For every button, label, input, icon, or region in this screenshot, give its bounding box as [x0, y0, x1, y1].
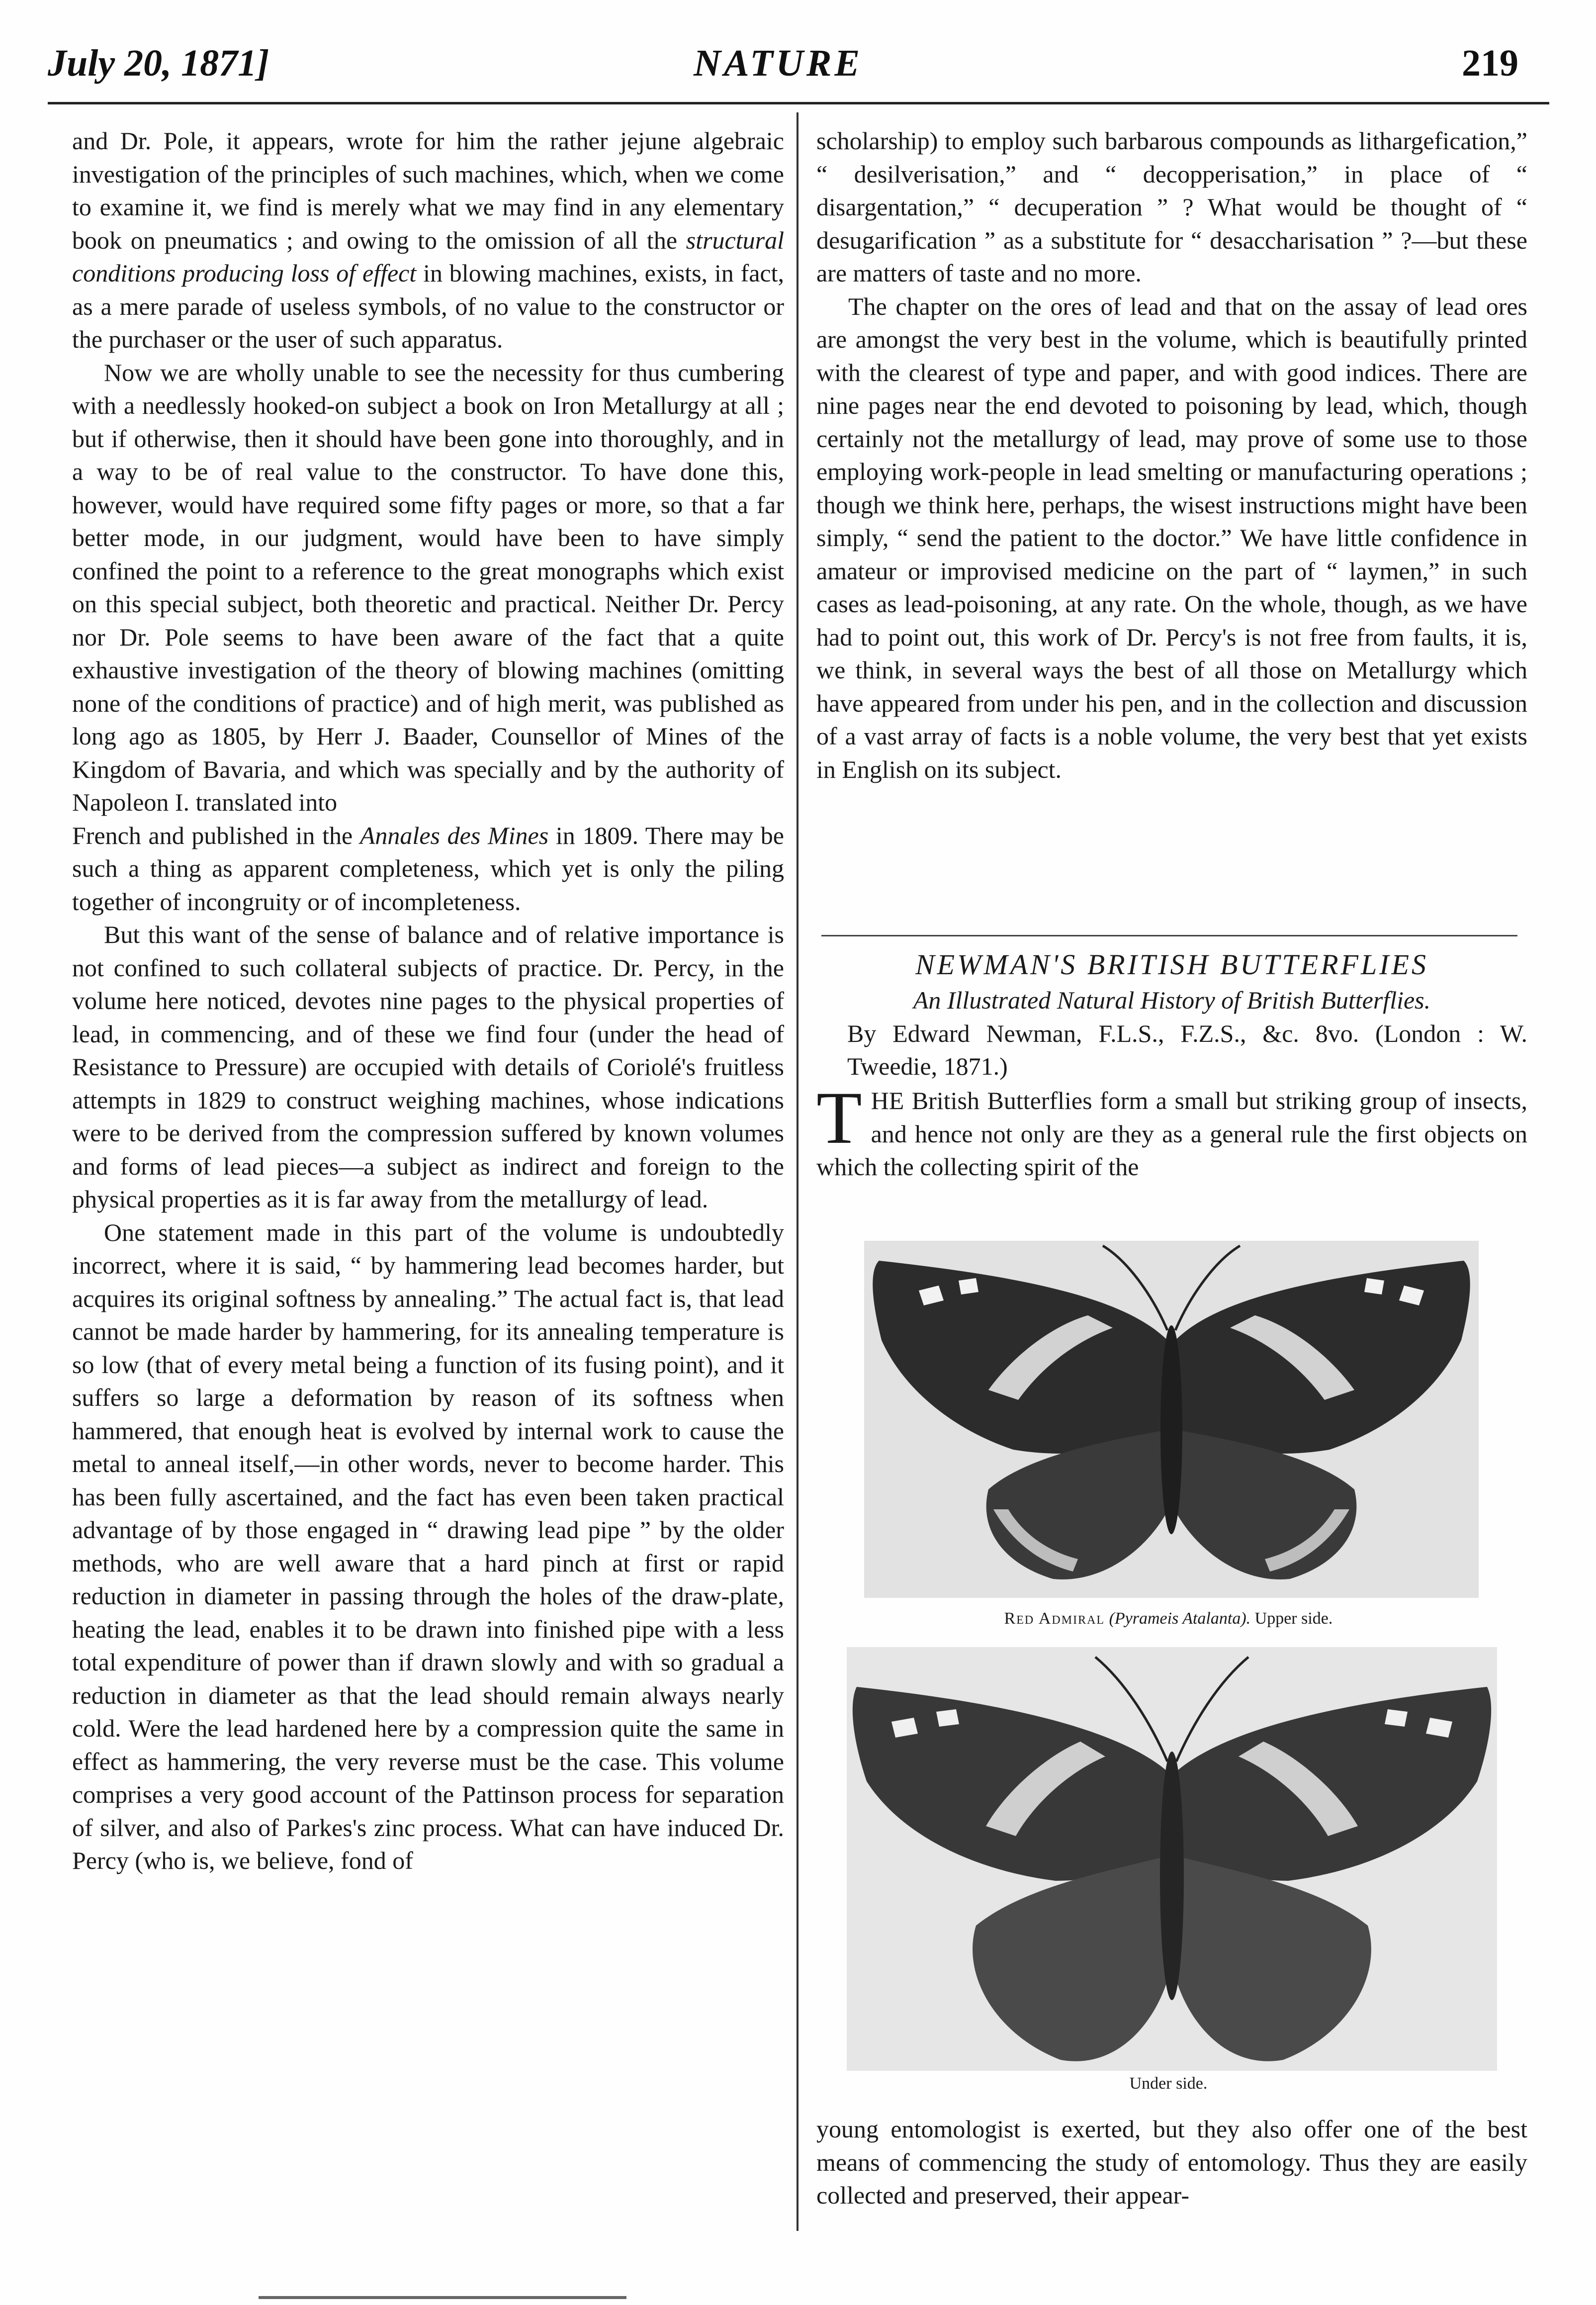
- paragraph: French and published in the Annales des Mines in 1809. There may be such a thing as apparent completeness, which yet is only the piling together of incongruity or of incompleteness.: [72, 821, 784, 916]
- running-header-date: July 20, 1871]: [48, 42, 269, 84]
- right-column-bottom-paragraph: young entomologist is exerted, but they also offer one of the best means of commencing the study of entomology. Thus they are easily collected and preserved, their appear-: [816, 2115, 1527, 2209]
- butterfly-body: [1160, 1752, 1184, 2000]
- italic-phrase: Annales des Mines: [359, 821, 549, 849]
- paragraph: One statement made in this part of the volume is undoubtedly incorrect, where it is said, “ by hammering lead becomes harder, but acquires its original softness by annealing.” The actual fact is, that lead cannot be made harder by hammering, for its annealing temperature is so low (that of every metal being a function of its fusing point), and it suffers so large a deformation by reason of its softness when hammered, that enough heat is evolved by internal work to cause the metal to anneal itself,—in other words, never to become harder. This has been fully ascertained, and the fact has even been taken practical advantage of by those engaged in “ drawing lead pipe ” by the older methods, who are well aware that a hard pinch at first or rapid reduction in diameter in passing through the holes of the draw-plate, heating the lead, enables it to be drawn into finished pipe with a less total expenditure of power than if drawn slowly and with so gradual a reduction in diameter as that the lead should remain always nearly cold. Were the lead hardened here by a compression quite the same in effect as hammering, the very reverse must be the case. This volume comprises a very good account of the Pattinson process for separation of silver, and also of Parkes's zinc process. What can have induced Dr. Percy (who is, we believe, fond of: [72, 1218, 784, 1874]
- butterfly-under-side-figure: [847, 1647, 1497, 2071]
- book-citation: [816, 984, 1527, 1083]
- running-header-journal-title: NATURE: [694, 42, 863, 84]
- footer-rule: [259, 2296, 626, 2299]
- left-column: [72, 124, 784, 1877]
- paragraph: The chapter on the ores of lead and that on the assay of lead ores are amongst the very best in the volume, which is beautifully printed with the clearest of type and paper, and with good indices. There are nine pages near the end devoted to poisoning by lead, which, though certainly not the metallurgy of lead, may prove of some use to those employing work-people in lead smelting or manufacturing operations ; though we think here, perhaps, the wisest instructions might have been simply, “ send the patient to the doctor.” We have little confidence in amateur or improvised medicine on the part of “ laymen,” in such cases as lead-poisoning, at any rate. On the whole, though, as we have had to point out, this work of Dr. Percy's is not free from faults, it is, we think, in several ways the best of all those on Metallurgy which have appeared from under his pen, and in the collection and discussion of a vast array of facts is a noble volume, the very best that yet exists in English on its subject.: [816, 292, 1527, 783]
- section-heading: NEWMAN'S BRITISH BUTTERFLIES: [915, 948, 1428, 981]
- butterfly-body: [1160, 1325, 1182, 1534]
- drop-cap: T: [816, 1077, 862, 1159]
- book-details: By Edward Newman, F.L.S., F.Z.S., &c. 8vo. (London : W. Tweedie, 1871.): [847, 1019, 1527, 1080]
- italic-phrase: structural conditions producing loss of effect: [72, 226, 784, 287]
- column-divider: [797, 112, 798, 2231]
- section-intro-paragraph: THE British Butterflies form a small but striking group of insects, and hence not only are they as a general rule the first objects on which the collecting spirit of the: [816, 1077, 1527, 1181]
- figure-caption-under: Under side.: [1129, 2074, 1208, 2093]
- paragraph: and Dr. Pole, it appears, wrote for him the rather jejune algebraic investigation of the principles of such machines, which, when we come to examine it, we find is merely what we may find in any elementary book on pneumatics ; and owing to the omission of all the structural conditions producing loss of effect in blowing machines, exists, in fact, as a mere parade of useless symbols, of no value to the constructor or the purchaser or the user of such apparatus.: [72, 127, 785, 353]
- butterfly-upper-side-figure: [864, 1241, 1479, 1598]
- section-rule: [821, 935, 1517, 936]
- book-subtitle: An Illustrated Natural History of British Butterflies.: [913, 986, 1431, 1014]
- paragraph: Now we are wholly unable to see the necessity for thus cumbering with a needlessly hooked-on subject a book on Iron Metallurgy at all ; but if otherwise, then it should have been gone into thoroughly, and in a way to be of real value to the constructor. To have done this, however, would have required some fifty pages or more, so that a far better mode, in our judgment, would have been to have simply confined the point to a reference to the great monographs which exist on this special subject, both theoretic and practical. Neither Dr. Percy nor Dr. Pole seems to have been aware of the fact that a quite exhaustive investigation of the theory of blowing machines (omitting none of the conditions of practice) and of high merit, was published as long ago as 1805, by Herr J. Baader, Counsellor of Mines of the Kingdom of Bavaria, and which was specially and by the authority of Napoleon I. translated into: [72, 358, 784, 816]
- running-header-page-number: 219: [1462, 42, 1518, 84]
- paragraph: scholarship) to employ such barbarous compounds as lithargefication,” “ desilverisation,” and “ decopperisation,” in place of “ disargentation,” “ decuperation ” ? What would be thought of “ desugarification ” as a substitute for “ desaccharisation ” ?—but these are matters of taste and no more.: [816, 127, 1527, 287]
- paragraph: But this want of the sense of balance and of relative importance is not confined to such collateral subjects of practice. Dr. Percy, in the volume here noticed, devotes nine pages to the physical properties of lead, in commencing, and of these we find four (under the head of Resistance to Pressure) are occupied with details of Coriolé's fruitless attempts in 1829 to construct weighing machines, whose indications were to be derived from the compression suffered by known volumes and forms of lead pieces—a subject as indirect and foreign to the physical properties as it is far away from the metallurgy of lead.: [72, 921, 784, 1213]
- right-column-top: [816, 124, 1527, 786]
- header-rule: [48, 102, 1549, 104]
- figure-caption-upper: Red Admiral (Pyrameis Atalanta). Upper side.: [1004, 1609, 1333, 1628]
